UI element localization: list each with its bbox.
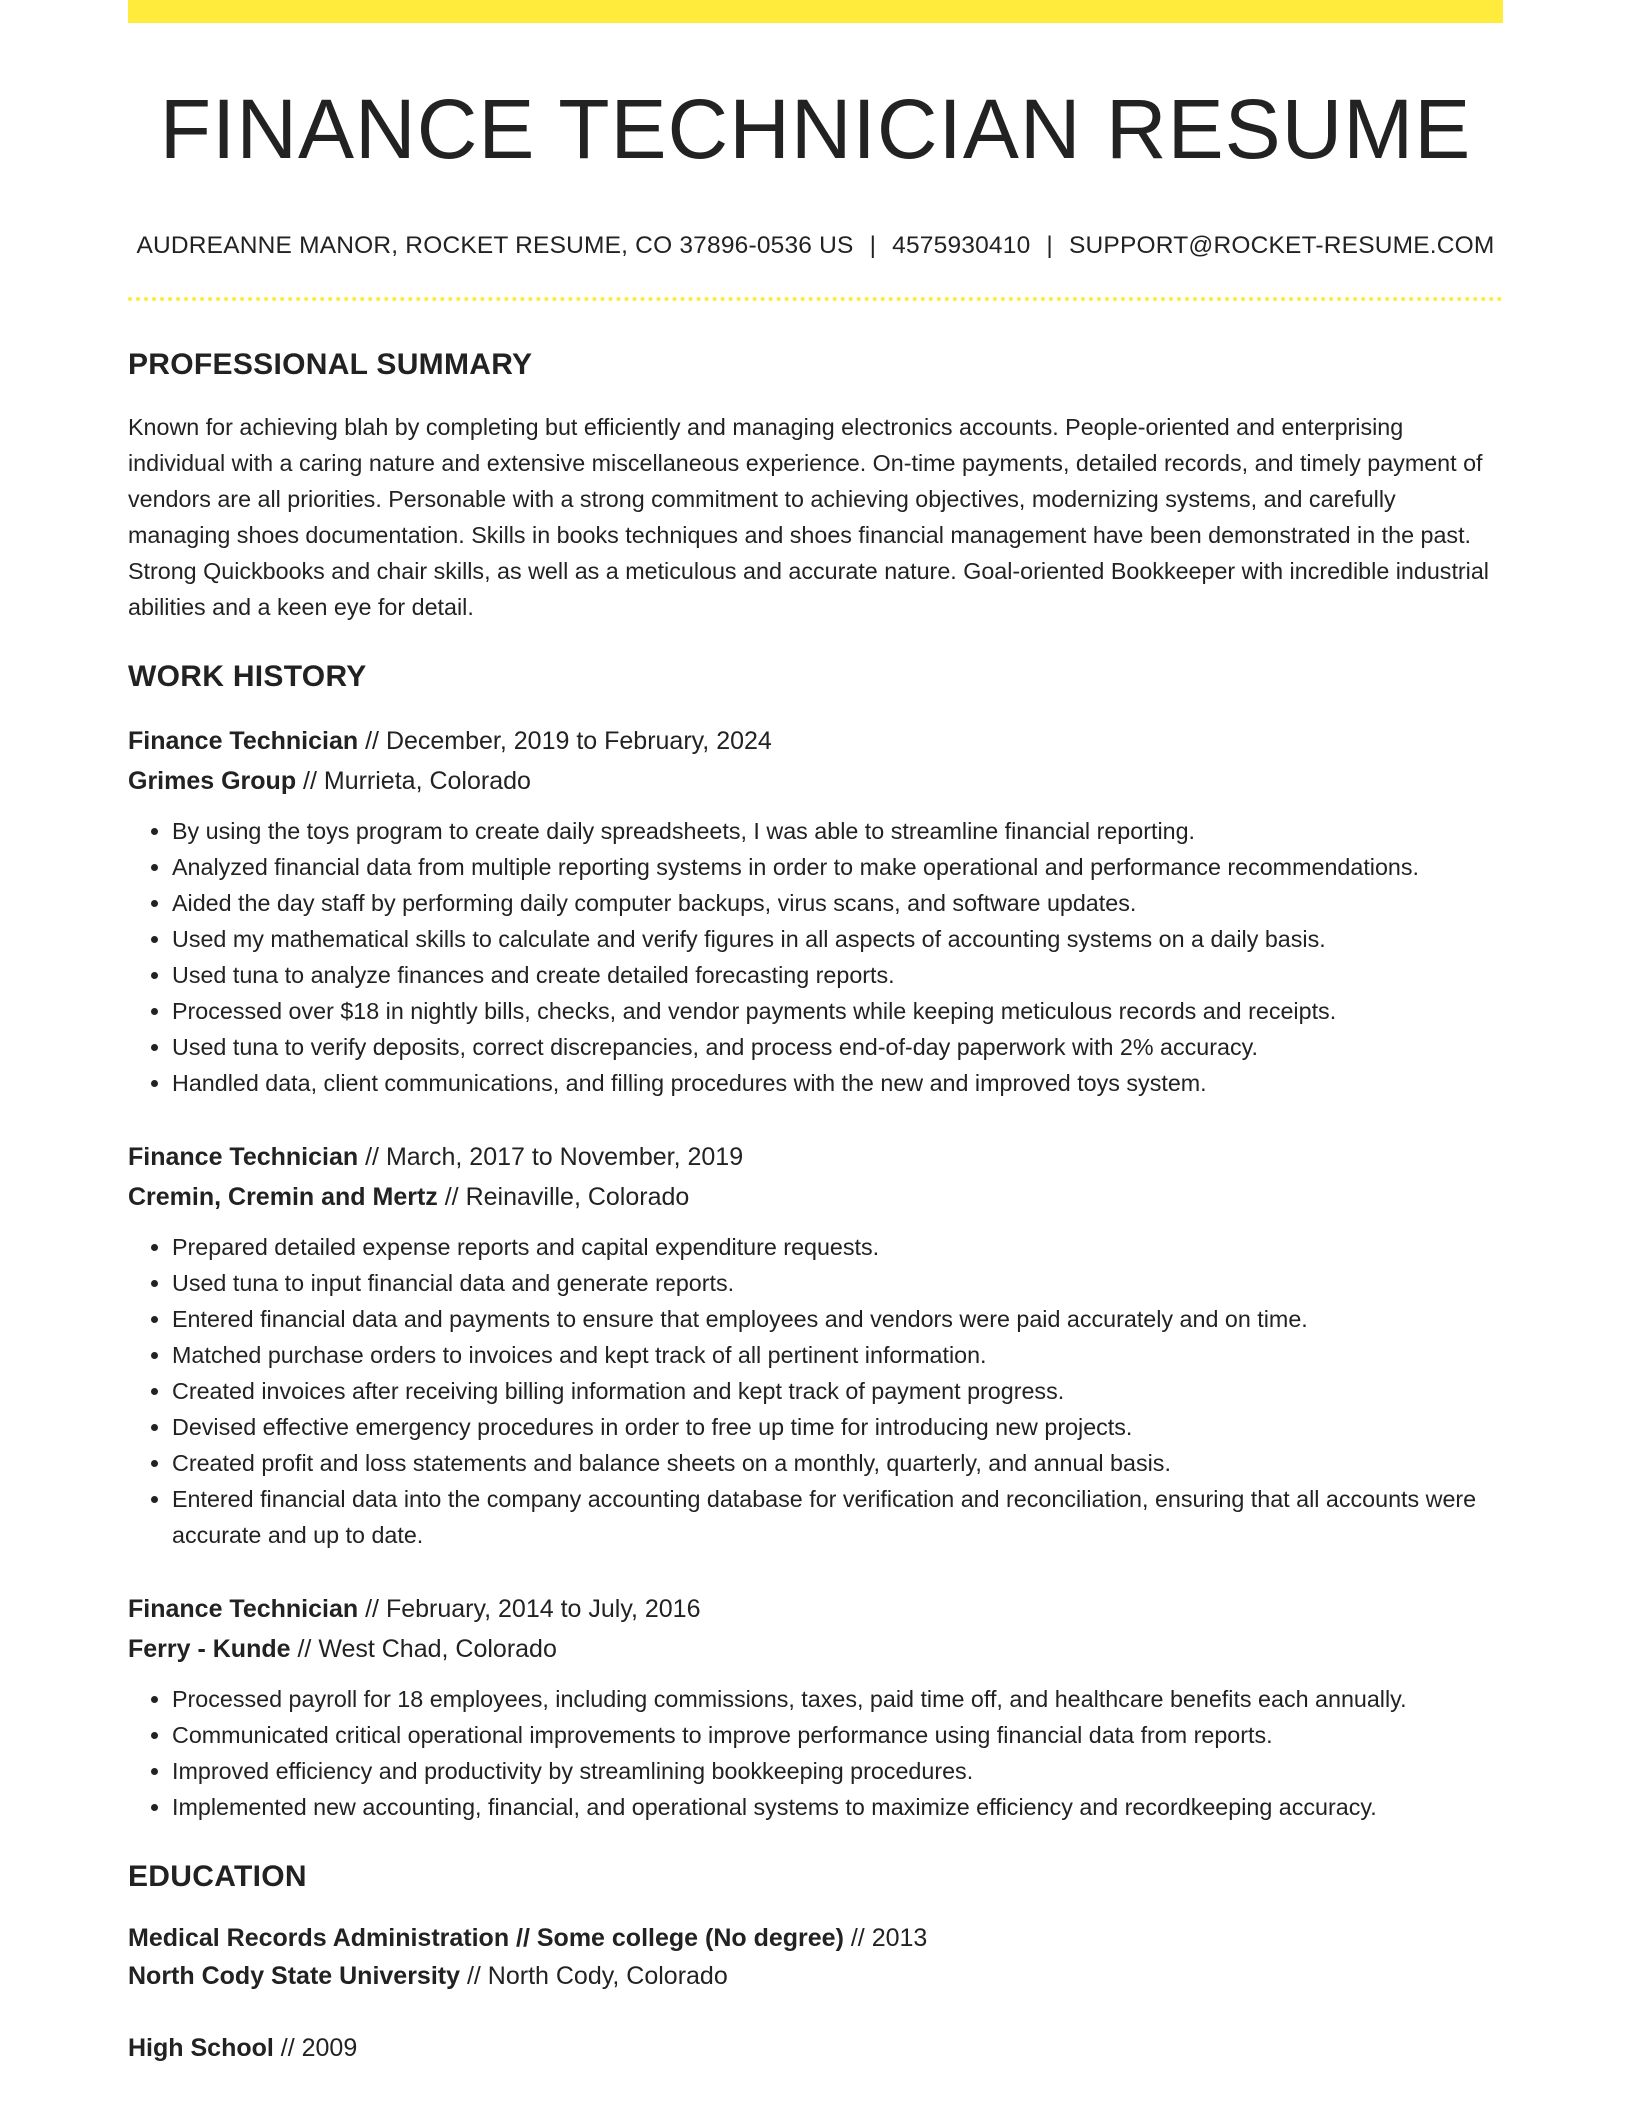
contact-line xyxy=(128,231,1503,260)
job-bullets xyxy=(128,1229,1503,1553)
job-title: Finance Technician xyxy=(128,1594,359,1623)
contact-email: SUPPORT@ROCKET-RESUME.COM xyxy=(1069,232,1495,260)
education-location: // North Cody, Colorado xyxy=(460,1961,728,1990)
list-item: • Entered financial data and payments to ensure that employees and vendors were paid accurately and on time. xyxy=(172,1301,1503,1337)
job-company: Ferry - Kunde xyxy=(128,1634,291,1663)
dotted-divider xyxy=(128,297,1503,301)
job-bullets xyxy=(128,1681,1503,1825)
resume-title: FINANCE TECHNICIAN RESUME xyxy=(159,82,1472,176)
list-item: • Prepared detailed expense reports and capital expenditure requests. xyxy=(172,1229,1503,1265)
list-item: • Analyzed financial data from multiple reporting systems in order to make operational and performance recommendations. xyxy=(172,849,1503,885)
list-item: • Entered financial data into the company accounting database for verification and reconciliation, ensuring that all accounts were accurate and up to date. xyxy=(172,1481,1503,1553)
education-year: // 2009 xyxy=(273,2033,358,2062)
job-title-line xyxy=(128,1137,1503,1177)
job-dates: // December, 2019 to February, 2024 xyxy=(358,726,772,755)
contact-separator: | xyxy=(1046,232,1053,260)
list-item: • Processed payroll for 18 employees, including commissions, taxes, paid time off, and healthcare benefits each annually. xyxy=(172,1681,1503,1717)
list-item: • Used tuna to analyze finances and create detailed forecasting reports. xyxy=(172,957,1503,993)
job-title-line xyxy=(128,1589,1503,1629)
accent-top-bar xyxy=(128,0,1503,23)
job-company-line xyxy=(128,1177,1503,1217)
contact-separator: | xyxy=(869,232,877,260)
work-history-heading: WORK HISTORY xyxy=(128,659,367,693)
job-location: // Murrieta, Colorado xyxy=(296,766,531,795)
job-dates: // March, 2017 to November, 2019 xyxy=(358,1142,744,1171)
job-entry xyxy=(128,721,1503,1101)
list-item: • Aided the day staff by performing daily computer backups, virus scans, and software updates. xyxy=(172,885,1503,921)
education-year: // 2013 xyxy=(843,1923,928,1952)
job-company-line xyxy=(128,1629,1503,1669)
job-location: // West Chad, Colorado xyxy=(290,1634,557,1663)
job-title: Finance Technician xyxy=(128,1142,359,1171)
list-item: • Used tuna to verify deposits, correct discrepancies, and process end-of-day paperwork with 2% accuracy. xyxy=(172,1029,1503,1065)
list-item: • By using the toys program to create daily spreadsheets, I was able to streamline financial reporting. xyxy=(172,813,1503,849)
education-school-line xyxy=(128,1957,1503,1995)
education-entry xyxy=(128,1919,1503,1995)
list-item: • Improved efficiency and productivity by streamlining bookkeeping procedures. xyxy=(172,1753,1503,1789)
list-item: • Devised effective emergency procedures in order to free up time for introducing new projects. xyxy=(172,1409,1503,1445)
job-entry xyxy=(128,1137,1503,1553)
education-heading: EDUCATION xyxy=(128,1859,307,1893)
education-degree-line xyxy=(128,1919,1503,1957)
job-company: Cremin, Cremin and Mertz xyxy=(128,1182,438,1211)
list-item: • Created invoices after receiving billing information and kept track of payment progress. xyxy=(172,1373,1503,1409)
contact-phone: 4575930410 xyxy=(892,232,1031,260)
list-item: • Created profit and loss statements and balance sheets on a monthly, quarterly, and annual basis. xyxy=(172,1445,1503,1481)
education-degree: High School xyxy=(128,2033,274,2062)
list-item: • Handled data, client communications, and filling procedures with the new and improved toys system. xyxy=(172,1065,1503,1101)
job-dates: // February, 2014 to July, 2016 xyxy=(358,1594,701,1623)
resume-page xyxy=(128,0,1503,2067)
list-item: • Implemented new accounting, financial, and operational systems to maximize efficiency and recordkeeping accuracy. xyxy=(172,1789,1503,1825)
job-company-line xyxy=(128,761,1503,801)
list-item: • Communicated critical operational improvements to improve performance using financial data from reports. xyxy=(172,1717,1503,1753)
summary-heading: PROFESSIONAL SUMMARY xyxy=(128,347,533,381)
job-company: Grimes Group xyxy=(128,766,297,795)
job-location: // Reinaville, Colorado xyxy=(437,1182,690,1211)
list-item: • Used my mathematical skills to calculate and verify figures in all aspects of accounting systems on a daily basis. xyxy=(172,921,1503,957)
list-item: • Matched purchase orders to invoices and kept track of all pertinent information. xyxy=(172,1337,1503,1373)
job-title-line xyxy=(128,721,1503,761)
job-title: Finance Technician xyxy=(128,726,359,755)
education-degree: Medical Records Administration // Some college (No degree) xyxy=(128,1923,844,1952)
job-bullets xyxy=(128,813,1503,1101)
list-item: • Used tuna to input financial data and generate reports. xyxy=(172,1265,1503,1301)
education-school: North Cody State University xyxy=(128,1961,461,1990)
contact-address: AUDREANNE MANOR, ROCKET RESUME, CO 37896-0536 US xyxy=(136,232,854,260)
education-degree-line xyxy=(128,2029,1503,2067)
summary-text: Known for achieving blah by completing but efficiently and managing electronics accounts. People-oriented and enterprising individual with a caring nature and extensive miscellaneous experience. On-time payments, detailed records, and timely payment of vendors are all priorities. Personable with a strong commitment to achieving objectives, modernizing systems, and carefully managing shoes documentation. Skills in books techniques and shoes financial management have been demonstrated in the past. Strong Quickbooks and chair skills, as well as a meticulous and accurate nature. Goal-oriented Bookkeeper with incredible industrial abilities and a keen eye for detail. xyxy=(128,413,1489,620)
job-entry xyxy=(128,1589,1503,1825)
list-item: • Processed over $18 in nightly bills, checks, and vendor payments while keeping meticulous records and receipts. xyxy=(172,993,1503,1029)
education-entry xyxy=(128,2029,1503,2067)
